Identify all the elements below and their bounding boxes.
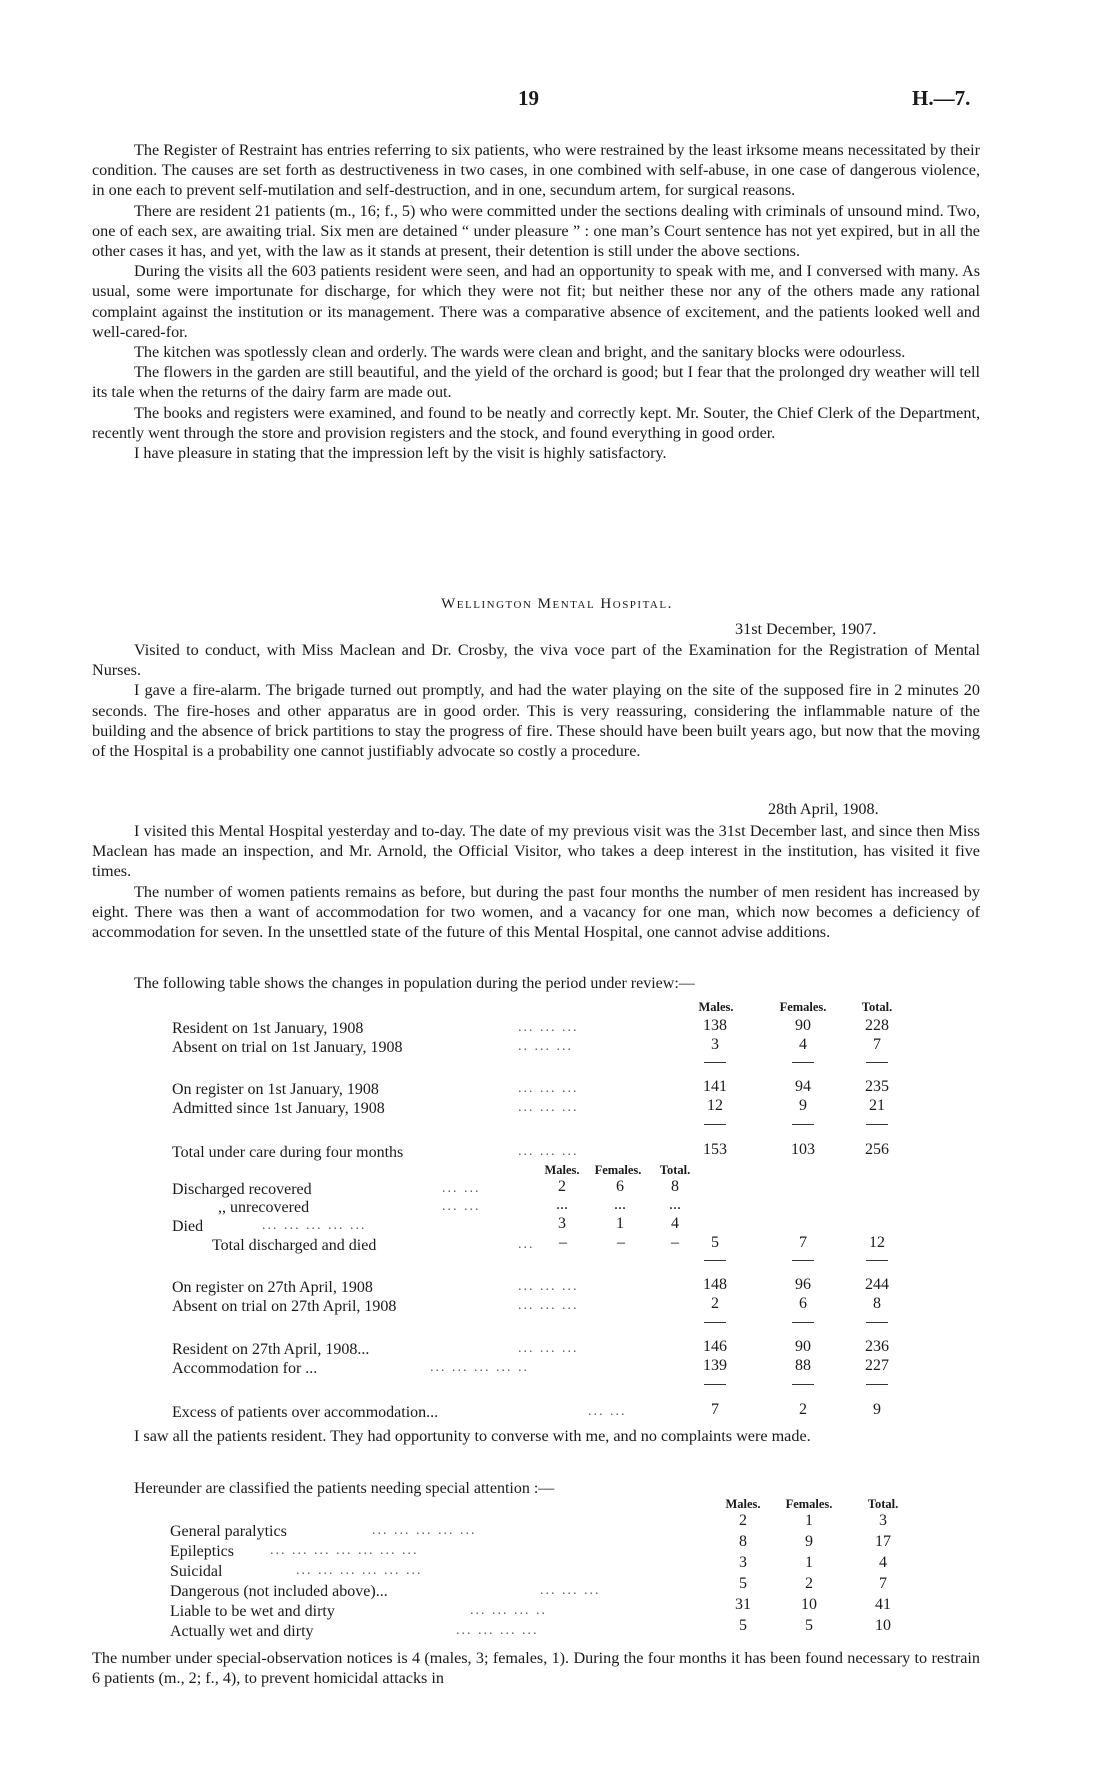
leader-dots: ... ... ... [540, 1583, 601, 1598]
leader-dots: ... ... ... [518, 1298, 579, 1313]
cell-males: 2 [739, 1512, 747, 1529]
cell-males: 2 [711, 1295, 719, 1312]
cell-males: 3 [558, 1215, 566, 1232]
cell-total: 8 [873, 1295, 881, 1312]
cell-females: 5 [805, 1617, 813, 1634]
sum-rule [866, 1062, 888, 1063]
cell-males: 8 [739, 1533, 747, 1550]
paragraph: Visited to conduct, with Miss Maclean and Dr. Crosby, the viva voce part of the Examination for the Registration of Mental Nurses. [92, 641, 980, 680]
cell-females: 6 [616, 1178, 624, 1195]
row-label: Excess of patients over accommodation... [172, 1404, 439, 1421]
sum-rule [866, 1322, 888, 1323]
paragraph: The flowers in the garden are still beautiful, and the yield of the orchard is good; but I fear that the prolonged dry weather will tell its tale when the returns of the dairy farm are made out. [92, 363, 980, 402]
intro-text [92, 140, 980, 463]
leader-dots: ... ... ... [518, 1020, 579, 1035]
page-number: 19 [518, 86, 539, 110]
dash: – [617, 1234, 625, 1251]
cell-total: 228 [865, 1017, 889, 1034]
cell-males: 5 [711, 1234, 719, 1251]
paragraph: I visited this Mental Hospital yesterday and to-day. The date of my previous visit was the 31st December last, and since then Miss Maclean has made an inspection, and Mr. Arnold, the Official Visitor, who takes a deep interest in the institution, has visited it five times. [92, 822, 980, 881]
cell-total: 12 [869, 1234, 885, 1251]
leader-dots: ... ... ... [518, 1100, 579, 1115]
cell-males: 5 [739, 1575, 747, 1592]
cell-females: ... [614, 1196, 626, 1213]
table-intro: The following table shows the changes in population during the period under review:— [134, 975, 695, 992]
cell-males: 139 [703, 1357, 727, 1374]
row-label: Dangerous (not included above)... [170, 1583, 388, 1600]
section-title: Wellington Mental Hospital. [441, 596, 673, 612]
sum-rule [704, 1384, 726, 1385]
column-header: Males. [698, 1000, 734, 1014]
row-label: Absent on trial on 27th April, 1908 [172, 1298, 397, 1315]
leader-dots: ... ... ... ... ... [372, 1523, 477, 1538]
cell-females: 90 [795, 1338, 811, 1355]
leader-dots: ... ... ... [518, 1081, 579, 1096]
cell-total: 21 [869, 1097, 885, 1114]
row-label: Died [172, 1218, 204, 1235]
paragraph: There are resident 21 patients (m., 16; f., 5) who were committed under the sections dealing with criminals of unsound mind. Two, one of each sex, are awaiting trial. Six men are detained “ under pleasure ” : one man’s Court sentence has not yet expired, but in all the other cases it has, and yet, with the law as it stands at present, their detention is still under the above sections. [92, 201, 980, 261]
cell-females: 2 [799, 1401, 807, 1418]
cell-males: 7 [711, 1401, 719, 1418]
row-label: Actually wet and dirty [170, 1623, 314, 1640]
cell-total: 10 [875, 1617, 891, 1634]
cell-total: ... [669, 1196, 681, 1213]
leader-dots: ... ... [442, 1181, 481, 1196]
leader-dots: ... ... ... ... [456, 1623, 539, 1638]
cell-total: 7 [873, 1036, 881, 1053]
leader-dots: .. ... ... [518, 1039, 573, 1054]
cell-males: 148 [703, 1276, 727, 1293]
cell-total: 236 [865, 1338, 889, 1355]
dash: – [559, 1234, 567, 1251]
sum-rule [704, 1062, 726, 1063]
paragraph: I saw all the patients resident. They had opportunity to converse with me, and no complaints were made. [134, 1427, 811, 1445]
cell-males: 153 [703, 1141, 727, 1158]
sum-rule [866, 1124, 888, 1125]
leader-dots: ... ... ... ... .. [430, 1360, 529, 1375]
row-label: ,, unrecovered [218, 1199, 310, 1216]
row-label: Epileptics [170, 1543, 234, 1560]
cell-males: 3 [711, 1036, 719, 1053]
sum-rule [704, 1124, 726, 1125]
cell-females: 7 [799, 1234, 807, 1251]
cell-females: 6 [799, 1295, 807, 1312]
cell-females: 96 [795, 1276, 811, 1293]
column-header: Females. [785, 1497, 833, 1511]
cell-females: 1 [616, 1215, 624, 1232]
row-label: Suicidal [170, 1563, 223, 1580]
document-reference: H.—7. [912, 86, 971, 110]
sum-rule [866, 1384, 888, 1385]
cell-total: 8 [671, 1178, 679, 1195]
sum-rule [792, 1124, 814, 1125]
cell-total: 17 [875, 1533, 891, 1550]
leader-dots: ... ... ... ... ... ... [296, 1563, 423, 1578]
cell-males: ... [556, 1196, 568, 1213]
column-header: Females. [779, 1000, 827, 1014]
sum-rule [792, 1384, 814, 1385]
april-text [92, 821, 980, 942]
cell-females: 9 [805, 1533, 813, 1550]
leader-dots: ... ... ... [518, 1279, 579, 1294]
paragraph: I gave a fire-alarm. The brigade turned out promptly, and had the water playing on the site of the supposed fire in 2 minutes 20 seconds. The fire-hoses and other apparatus are in good order. This is very reassuring, considering the inflammable nature of the building and the absence of brick partitions to stay the progress of fire. These should have been built years ago, but now that the moving of the Hospital is a probability one cannot justifiably advocate so costly a procedure. [92, 681, 980, 761]
sum-rule [792, 1322, 814, 1323]
cell-males: 138 [703, 1017, 727, 1034]
leader-dots: ... ... ... [518, 1341, 579, 1356]
column-header: Males. [725, 1497, 761, 1511]
row-label: On register on 27th April, 1908 [172, 1279, 373, 1296]
cell-females: 1 [805, 1512, 813, 1529]
cell-total: 3 [879, 1512, 887, 1529]
cell-females: 10 [801, 1596, 817, 1613]
cell-males: 3 [739, 1554, 747, 1571]
leader-dots: ... ... ... ... ... ... ... [270, 1543, 419, 1558]
column-header: Males. [544, 1163, 580, 1177]
sum-rule [704, 1322, 726, 1323]
cell-total: 7 [879, 1575, 887, 1592]
paragraph: The number under special-observation notices is 4 (males, 3; females, 1). During the four months it has been found necessary to restrain 6 patients (m., 2; f., 4), to prevent homicidal attacks in [92, 1649, 980, 1688]
cell-males: 12 [707, 1097, 723, 1114]
paragraph: The books and registers were examined, and found to be neatly and correctly kept. Mr. Souter, the Chief Clerk of the Department, recently went through the store and provision registers and the stock, and found everything in good order. [92, 403, 980, 442]
cell-females: 4 [799, 1036, 807, 1053]
row-label: Total discharged and died [212, 1237, 377, 1254]
cell-total: 9 [873, 1401, 881, 1418]
cell-females: 94 [795, 1078, 811, 1095]
paragraph: I have pleasure in stating that the impression left by the visit is highly satisfactory. [134, 444, 667, 463]
sum-rule [866, 1260, 888, 1261]
leader-dots: ... ... ... ... ... [262, 1218, 367, 1233]
row-label: Absent on trial on 1st January, 1908 [172, 1039, 403, 1056]
cell-males: 5 [739, 1617, 747, 1634]
sum-rule [792, 1062, 814, 1063]
leader-dots: ... ... [588, 1404, 627, 1419]
cell-males: 146 [703, 1338, 727, 1355]
cell-females: 2 [805, 1575, 813, 1592]
after-table-text [92, 1426, 980, 1446]
row-label: Admitted since 1st January, 1908 [172, 1100, 385, 1117]
cell-females: 1 [805, 1554, 813, 1571]
leader-dots: ... ... ... .. [470, 1603, 547, 1618]
cell-total: 235 [865, 1078, 889, 1095]
cell-females: 88 [795, 1357, 811, 1374]
row-label: Discharged recovered [172, 1181, 312, 1198]
column-header: Total. [867, 1497, 899, 1511]
date-heading: 31st December, 1907. [735, 620, 877, 638]
cell-total: 227 [865, 1357, 889, 1374]
column-header: Females. [594, 1163, 642, 1177]
paragraph: The Register of Restraint has entries referring to six patients, who were restrained by the least irksome means necessitated by their condition. The causes are set forth as destructiveness in two cases, in one combined with self-abuse, in one case of dangerous violence, in one each to prevent self-mutilation and self-destruction, and in one, secundum artem, for surgical reasons. [92, 141, 980, 200]
row-label: Total under care during four months [172, 1144, 404, 1161]
cell-males: 2 [558, 1178, 566, 1195]
closing-text [92, 1648, 980, 1688]
date-heading: 28th April, 1908. [768, 800, 879, 818]
sum-rule [704, 1260, 726, 1261]
leader-dots: ... ... ... [518, 1144, 579, 1159]
row-label: General paralytics [170, 1523, 287, 1540]
leader-dots: ... [518, 1237, 535, 1252]
cell-total: 244 [865, 1276, 889, 1293]
cell-total: 41 [875, 1596, 891, 1613]
paragraph: During the visits all the 603 patients resident were seen, and had an opportunity to speak with me, and I conversed with many. As usual, some were importunate for discharge, for which they were not fit; but neither these nor any of the others made any rational complaint against the institution or its management. There was a comparative absence of excitement, and the patients looked well and well-cared-for. [92, 262, 980, 341]
row-label: Accommodation for ... [172, 1360, 318, 1377]
paragraph: The number of women patients remains as before, but during the past four months the number of men resident has increased by eight. There was then a want of accommodation for two women, and a vacancy for one man, which now becomes a deficiency of accommodation for seven. In the unsettled state of the future of this Mental Hospital, one cannot advise additions. [92, 882, 980, 942]
column-header: Total. [861, 1000, 893, 1014]
cell-females: 90 [795, 1017, 811, 1034]
row-label: Resident on 27th April, 1908... [172, 1341, 370, 1358]
cell-females: 103 [791, 1141, 815, 1158]
cell-males: 31 [735, 1596, 751, 1613]
table-intro: Hereunder are classified the patients needing special attention :— [134, 1480, 555, 1497]
cell-total: 4 [671, 1215, 679, 1232]
december-text [92, 640, 980, 761]
cell-females: 9 [799, 1097, 807, 1114]
column-header: Total. [659, 1163, 691, 1177]
row-label: On register on 1st January, 1908 [172, 1081, 379, 1098]
row-label: Liable to be wet and dirty [170, 1603, 335, 1620]
cell-males: 141 [703, 1078, 727, 1095]
paragraph: The kitchen was spotlessly clean and orderly. The wards were clean and bright, and the sanitary blocks were odourless. [134, 343, 906, 362]
cell-total: 4 [879, 1554, 887, 1571]
row-label: Resident on 1st January, 1908 [172, 1020, 364, 1037]
dash: – [671, 1234, 679, 1251]
sum-rule [792, 1260, 814, 1261]
leader-dots: ... ... [442, 1199, 481, 1214]
cell-total: 256 [865, 1141, 889, 1158]
